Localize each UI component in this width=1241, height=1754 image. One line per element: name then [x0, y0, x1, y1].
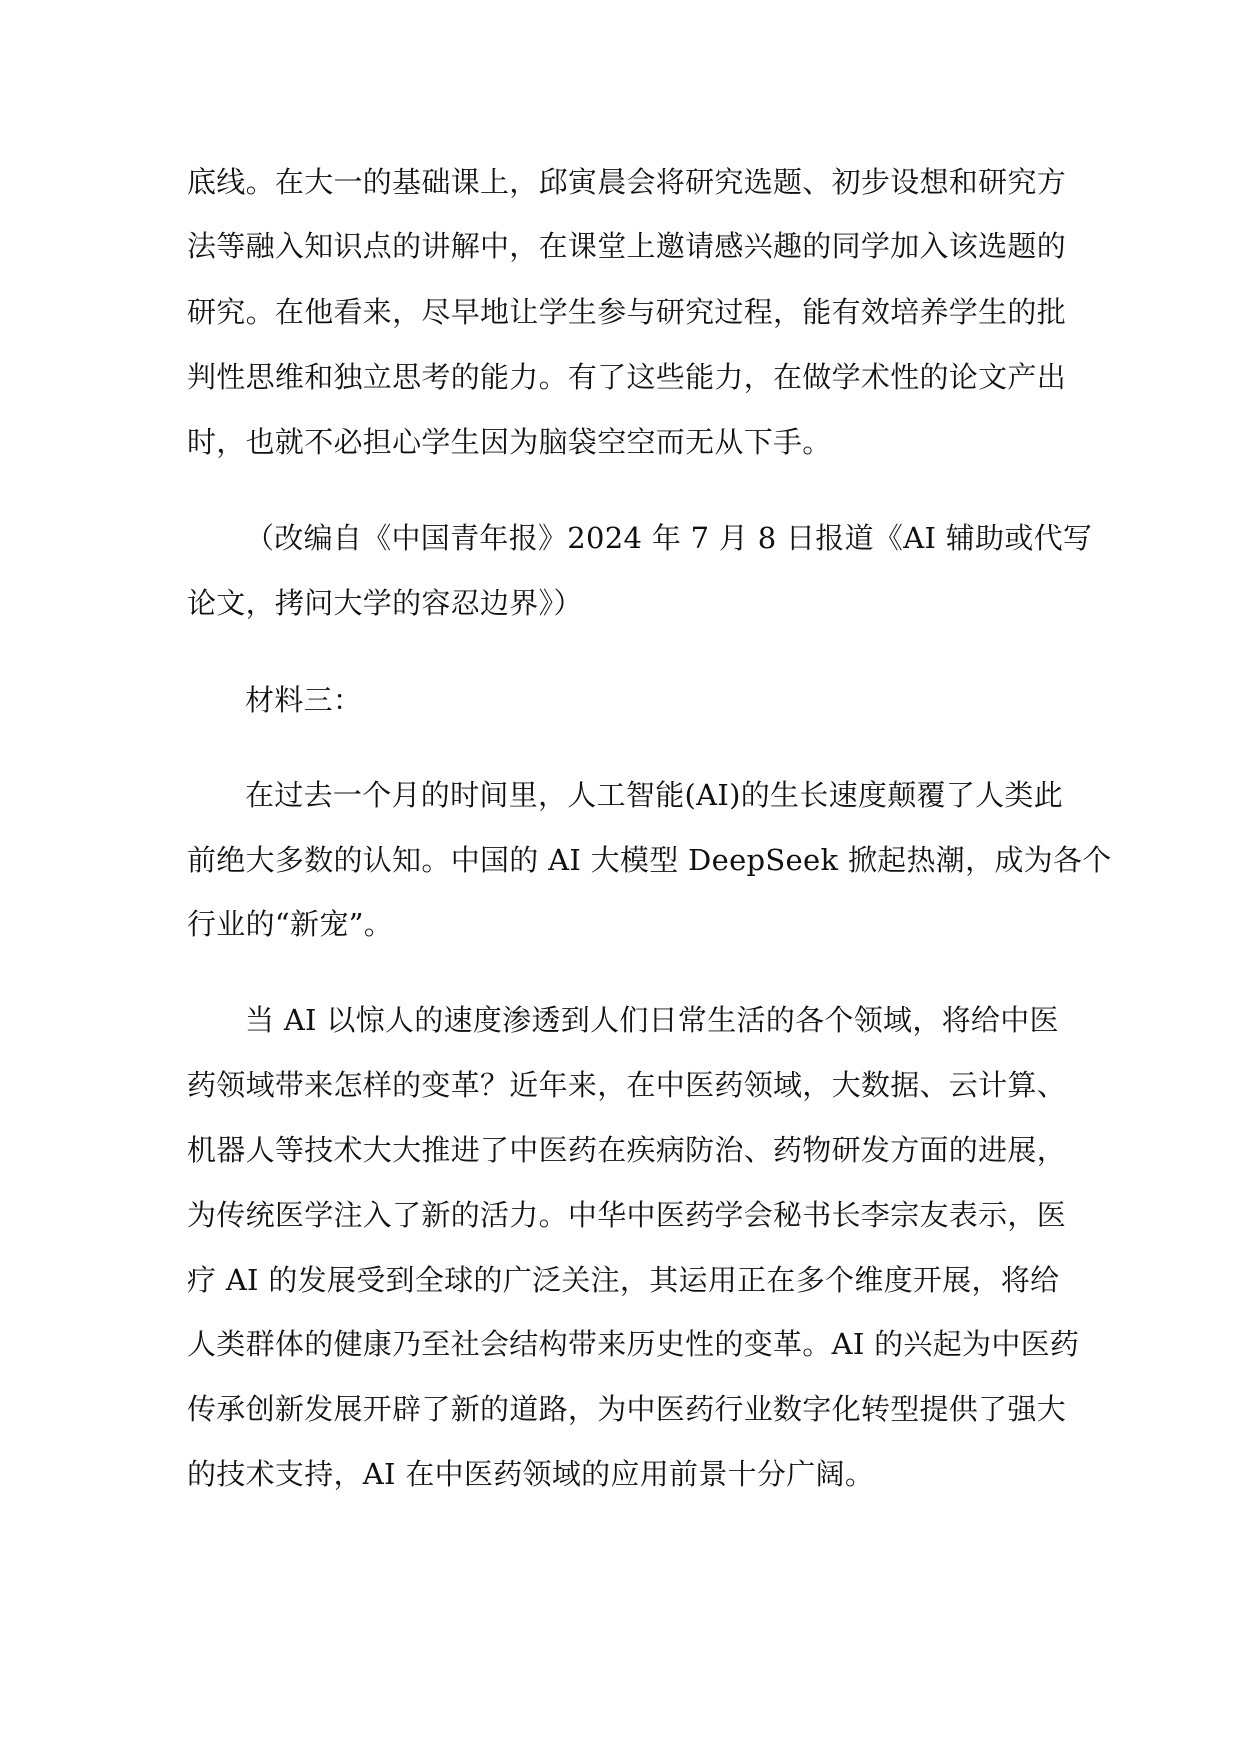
section-heading: 材料三： [245, 683, 363, 717]
paragraph-line: 当 AI 以惊人的速度渗透到人们日常生活的各个领域，将给中医 [245, 1003, 1059, 1037]
paragraph-line: 人类群体的健康乃至社会结构带来历史性的变革。AI 的兴起为中医药 [187, 1327, 1080, 1361]
paragraph-line: 在过去一个月的时间里，人工智能(AI)的生长速度颠覆了人类此 [245, 778, 1064, 812]
source-note-line: （改编自《中国青年报》2024 年 7 月 8 日报道《AI 辅助或代写 [245, 521, 1093, 555]
paragraph-line: 疗 AI 的发展受到全球的广泛关注，其运用正在多个维度开展，将给 [187, 1263, 1060, 1297]
paragraph-line: 时，也就不必担心学生因为脑袋空空而无从下手。 [187, 425, 832, 459]
paragraph-line: 法等融入知识点的讲解中，在课堂上邀请感兴趣的同学加入该选题的 [187, 229, 1067, 263]
paragraph-line: 研究。在他看来，尽早地让学生参与研究过程，能有效培养学生的批 [187, 295, 1067, 329]
paragraph-line: 药领域带来怎样的变革？近年来，在中医药领域，大数据、云计算、 [187, 1068, 1067, 1102]
paragraph-line: 行业的“新宠”。 [187, 907, 394, 941]
paragraph-line: 机器人等技术大大推进了中医药在疾病防治、药物研发方面的进展， [187, 1133, 1067, 1167]
paragraph-line: 传承创新发展开辟了新的道路，为中医药行业数字化转型提供了强大 [187, 1392, 1067, 1426]
source-note-line: 论文，拷问大学的容忍边界》） [187, 586, 583, 620]
paragraph-line: 前绝大多数的认知。中国的 AI 大模型 DeepSeek 掀起热潮，成为各个 [187, 843, 1112, 877]
paragraph-line: 底线。在大一的基础课上，邱寅晨会将研究选题、初步设想和研究方 [187, 165, 1067, 199]
paragraph-line: 为传统医学注入了新的活力。中华中医药学会秘书长李宗友表示，医 [187, 1198, 1067, 1232]
paragraph-line: 的技术支持，AI 在中医药领域的应用前景十分广阔。 [187, 1457, 875, 1491]
paragraph-line: 判性思维和独立思考的能力。有了这些能力，在做学术性的论文产出 [187, 360, 1067, 394]
